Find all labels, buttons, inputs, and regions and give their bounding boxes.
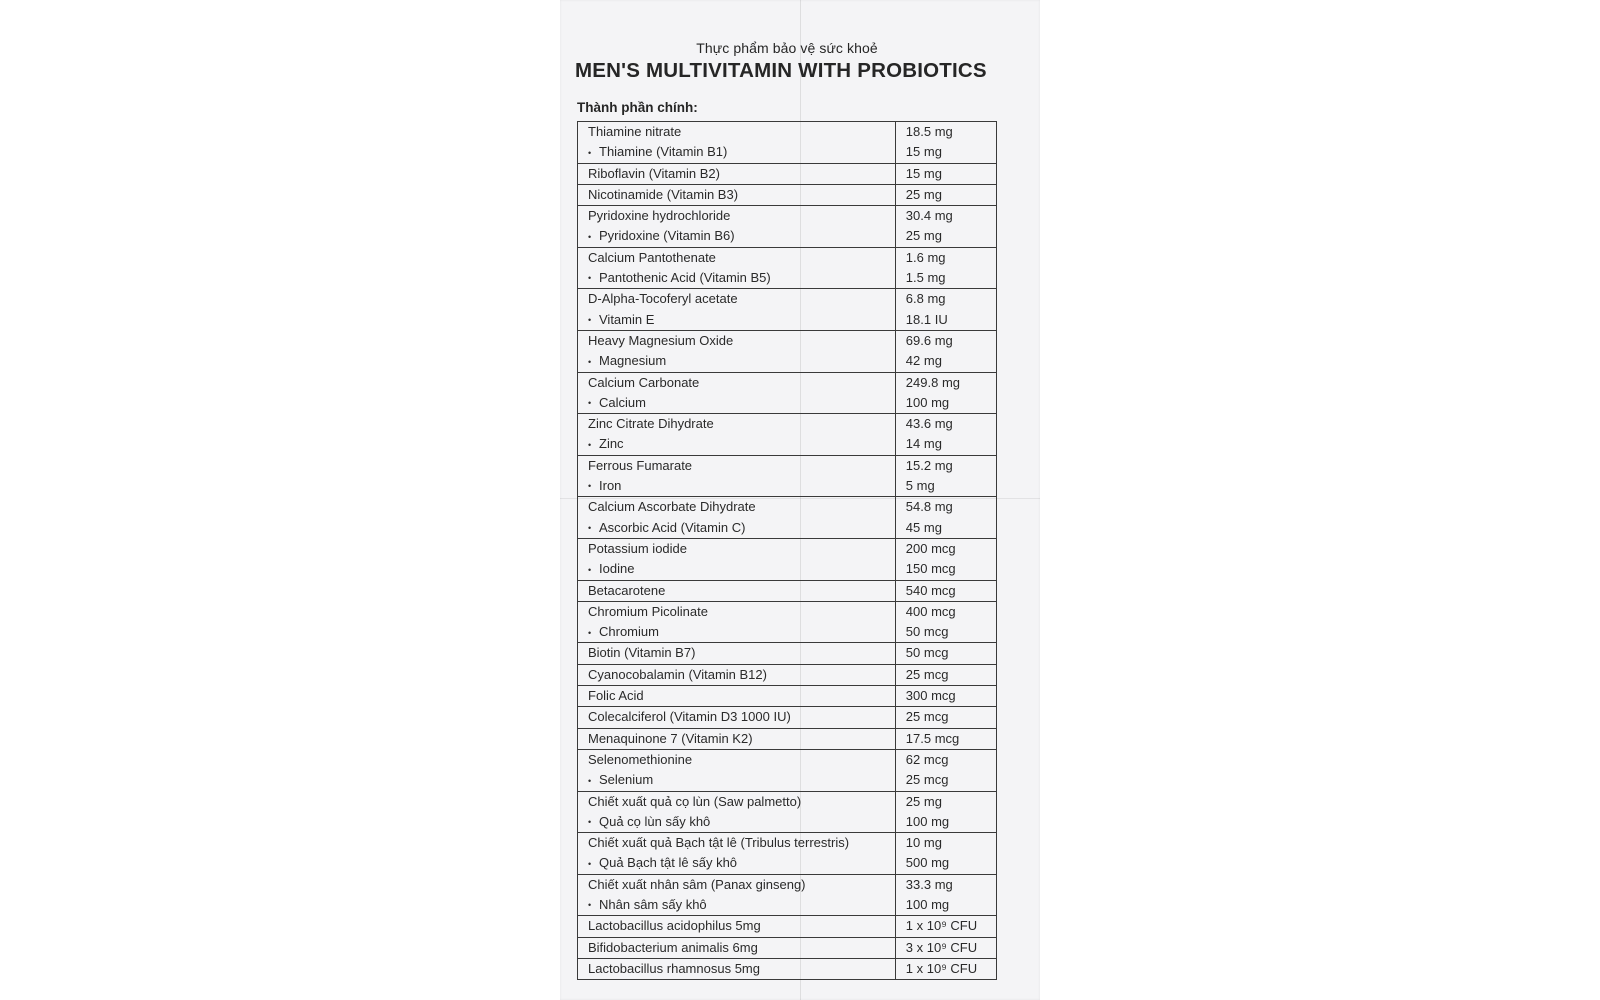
ingredient-name: Calcium Pantothenate [588, 249, 716, 265]
ingredient-amount-cell [895, 958, 996, 979]
sub-ingredient-name: • Ascorbic Acid (Vitamin C) [588, 518, 895, 538]
ingredient-amount: 1.5 mg [905, 270, 946, 286]
ingredient-name-cell [578, 874, 896, 916]
ingredient-name-cell [578, 414, 896, 456]
ingredient-amount: 500 mg [905, 855, 950, 871]
ingredient-name: Zinc Citrate Dihydrate [588, 416, 714, 432]
ingredient-amount-cell [895, 749, 996, 791]
table-row [578, 686, 997, 707]
ingredient-name-cell [578, 728, 896, 749]
sub-ingredient-name: • Iron [588, 476, 895, 496]
ingredient-name: Pyridoxine hydrochloride [588, 208, 731, 224]
ingredient-amount-cell [895, 937, 996, 958]
ingredient-amount: 50 mcg [905, 624, 949, 640]
table-row [578, 372, 997, 414]
ingredient-amount-cell [895, 833, 996, 875]
ingredient-amount-cell [895, 247, 996, 289]
table-row [578, 958, 997, 979]
ingredient-name: Calcium Ascorbate Dihydrate [588, 499, 756, 515]
ingredient-amount-cell [895, 601, 996, 643]
ingredient-amount-cell [895, 497, 996, 539]
sub-ingredient-name: • Calcium [588, 393, 895, 413]
table-row [578, 538, 997, 580]
ingredient-amount: 14 mg [905, 436, 942, 452]
table-row [578, 749, 997, 791]
sub-ingredient-name: • Nhân sâm sấy khô [588, 895, 895, 915]
ingredient-name: Potassium iodide [588, 540, 687, 556]
ingredient-amount: 400 mcg [905, 603, 956, 619]
ingredient-name-cell [578, 686, 896, 707]
table-row [578, 643, 997, 664]
ingredient-name-cell [578, 184, 896, 205]
ingredient-name-cell [578, 916, 896, 937]
ingredient-amount: 42 mg [905, 353, 942, 369]
ingredient-name-cell [578, 206, 896, 248]
ingredients-heading: Thành phần chính: [577, 100, 698, 115]
ingredients-table-body [578, 122, 997, 980]
ingredient-amount-cell [895, 643, 996, 664]
ingredient-amount: 200 mcg [905, 540, 956, 556]
ingredient-amount-cell [895, 122, 996, 164]
table-row [578, 707, 997, 728]
ingredient-name: Colecalciferol (Vitamin D3 1000 IU) [588, 709, 791, 725]
ingredient-amount: 25 mcg [905, 709, 949, 725]
table-row [578, 206, 997, 248]
ingredient-amount: 3 x 10⁹ CFU [905, 939, 978, 955]
ingredient-amount: 15.2 mg [905, 457, 953, 473]
table-row [578, 728, 997, 749]
ingredient-amount-cell [895, 330, 996, 372]
ingredient-amount-cell [895, 372, 996, 414]
ingredient-amount: 30.4 mg [905, 208, 953, 224]
ingredient-name: Heavy Magnesium Oxide [588, 332, 734, 348]
table-row [578, 247, 997, 289]
ingredient-amount-cell [895, 163, 996, 184]
ingredient-name-cell [578, 643, 896, 664]
ingredient-amount: 50 mcg [905, 645, 949, 661]
ingredient-amount: 6.8 mg [905, 291, 946, 307]
table-row [578, 937, 997, 958]
ingredient-amount: 10 mg [905, 835, 942, 851]
table-row [578, 414, 997, 456]
ingredient-name-cell [578, 749, 896, 791]
scanned-leaflet [560, 0, 1040, 1000]
ingredient-amount: 15 mg [905, 165, 942, 181]
ingredient-name-cell [578, 455, 896, 497]
ingredient-name: Riboflavin (Vitamin B2) [588, 165, 720, 181]
ingredient-name: Thiamine nitrate [588, 124, 682, 139]
table-row [578, 497, 997, 539]
ingredient-name: Folic Acid [588, 688, 644, 704]
ingredient-name: Menaquinone 7 (Vitamin K2) [588, 730, 753, 746]
ingredient-amount-cell [895, 874, 996, 916]
ingredient-name-cell [578, 163, 896, 184]
ingredient-amount: 25 mg [905, 793, 942, 809]
ingredient-amount: 33.3 mg [905, 876, 953, 892]
ingredient-name-cell [578, 497, 896, 539]
ingredient-amount: 18.5 mg [905, 124, 953, 139]
table-row [578, 455, 997, 497]
ingredient-name-cell [578, 958, 896, 979]
ingredient-name-cell [578, 791, 896, 833]
product-title: MEN'S MULTIVITAMIN WITH PROBIOTICS [575, 59, 987, 82]
ingredient-name-cell [578, 707, 896, 728]
ingredient-name: Chiết xuất nhân sâm (Panax ginseng) [588, 876, 806, 892]
ingredient-name: Selenomethionine [588, 751, 693, 767]
sub-ingredient-name: • Iodine [588, 559, 895, 579]
ingredient-amount: 100 mg [905, 896, 950, 912]
sub-ingredient-name: • Quả Bạch tật lê sấy khô [588, 853, 895, 873]
ingredient-amount: 43.6 mg [905, 416, 953, 432]
product-category: Thực phẩm bảo vệ sức khoẻ [696, 40, 878, 56]
ingredient-amount-cell [895, 580, 996, 601]
ingredient-amount-cell [895, 289, 996, 331]
sub-ingredient-name: • Vitamin E [588, 310, 895, 330]
ingredient-amount: 62 mcg [905, 751, 949, 767]
ingredient-amount-cell [895, 206, 996, 248]
ingredient-name-cell [578, 664, 896, 685]
ingredient-amount-cell [895, 791, 996, 833]
ingredient-amount-cell [895, 455, 996, 497]
sub-ingredient-name: • Zinc [588, 434, 895, 454]
table-row [578, 874, 997, 916]
ingredient-name: Lactobacillus rhamnosus 5mg [588, 960, 760, 976]
table-row [578, 580, 997, 601]
ingredient-name: Calcium Carbonate [588, 374, 700, 390]
ingredient-name: Nicotinamide (Vitamin B3) [588, 186, 739, 202]
ingredient-amount: 17.5 mcg [905, 730, 960, 746]
ingredient-amount: 45 mg [905, 519, 942, 535]
table-row [578, 122, 997, 164]
table-row [578, 916, 997, 937]
ingredient-amount-cell [895, 664, 996, 685]
ingredient-amount: 69.6 mg [905, 332, 953, 348]
sub-ingredient-name: • Pantothenic Acid (Vitamin B5) [588, 268, 895, 288]
ingredient-amount: 249.8 mg [905, 374, 960, 390]
table-row [578, 601, 997, 643]
ingredient-name-cell [578, 122, 896, 164]
ingredient-amount: 540 mcg [905, 582, 956, 598]
ingredient-name-cell [578, 330, 896, 372]
ingredient-amount: 25 mg [905, 228, 942, 244]
table-row [578, 184, 997, 205]
ingredient-amount: 150 mcg [905, 561, 956, 577]
ingredient-name-cell [578, 538, 896, 580]
ingredient-amount: 18.1 IU [905, 311, 948, 327]
ingredient-name: Chromium Picolinate [588, 603, 708, 619]
ingredient-amount-cell [895, 184, 996, 205]
table-row [578, 289, 997, 331]
ingredient-name: Chiết xuất quả Bạch tật lê (Tribulus terrestris) [588, 835, 850, 851]
ingredient-amount: 1 x 10⁹ CFU [905, 918, 978, 934]
ingredient-name-cell [578, 833, 896, 875]
sub-ingredient-name: • Quả cọ lùn sấy khô [588, 812, 895, 832]
table-row [578, 330, 997, 372]
sub-ingredient-name: • Thiamine (Vitamin B1) [588, 142, 895, 162]
ingredient-amount: 25 mcg [905, 772, 949, 788]
ingredient-amount-cell [895, 538, 996, 580]
ingredients-table [577, 121, 997, 980]
ingredient-amount-cell [895, 414, 996, 456]
ingredient-name-cell [578, 937, 896, 958]
ingredient-amount-cell [895, 916, 996, 937]
table-row [578, 163, 997, 184]
ingredient-name-cell [578, 372, 896, 414]
ingredient-name-cell [578, 601, 896, 643]
ingredient-name-cell [578, 247, 896, 289]
sub-ingredient-name: • Selenium [588, 770, 895, 790]
ingredient-amount: 5 mg [905, 478, 935, 494]
table-row [578, 664, 997, 685]
ingredient-name-cell [578, 289, 896, 331]
ingredient-amount: 25 mg [905, 186, 942, 202]
ingredient-amount: 15 mg [905, 144, 942, 160]
ingredient-name: Ferrous Fumarate [588, 457, 693, 473]
ingredient-amount: 1 x 10⁹ CFU [905, 960, 978, 976]
ingredient-name: D-Alpha-Tocoferyl acetate [588, 291, 738, 307]
ingredient-name: Cyanocobalamin (Vitamin B12) [588, 666, 767, 682]
ingredient-name: Betacarotene [588, 582, 666, 598]
ingredient-amount-cell [895, 707, 996, 728]
ingredient-name-cell [578, 580, 896, 601]
table-row [578, 791, 997, 833]
ingredient-amount: 54.8 mg [905, 499, 953, 515]
ingredient-amount: 25 mcg [905, 666, 949, 682]
ingredient-amount: 100 mg [905, 394, 950, 410]
sub-ingredient-name: • Magnesium [588, 351, 895, 371]
ingredient-name: Bifidobacterium animalis 6mg [588, 939, 758, 955]
ingredient-name: Chiết xuất quả cọ lùn (Saw palmetto) [588, 793, 802, 809]
ingredient-amount: 300 mcg [905, 688, 956, 704]
ingredient-amount: 100 mg [905, 813, 950, 829]
ingredient-amount-cell [895, 686, 996, 707]
ingredient-name: Lactobacillus acidophilus 5mg [588, 918, 761, 934]
ingredient-amount: 1.6 mg [905, 249, 946, 265]
sub-ingredient-name: • Chromium [588, 622, 895, 642]
ingredient-name: Biotin (Vitamin B7) [588, 645, 696, 661]
ingredient-amount-cell [895, 728, 996, 749]
table-row [578, 833, 997, 875]
sub-ingredient-name: • Pyridoxine (Vitamin B6) [588, 226, 895, 246]
